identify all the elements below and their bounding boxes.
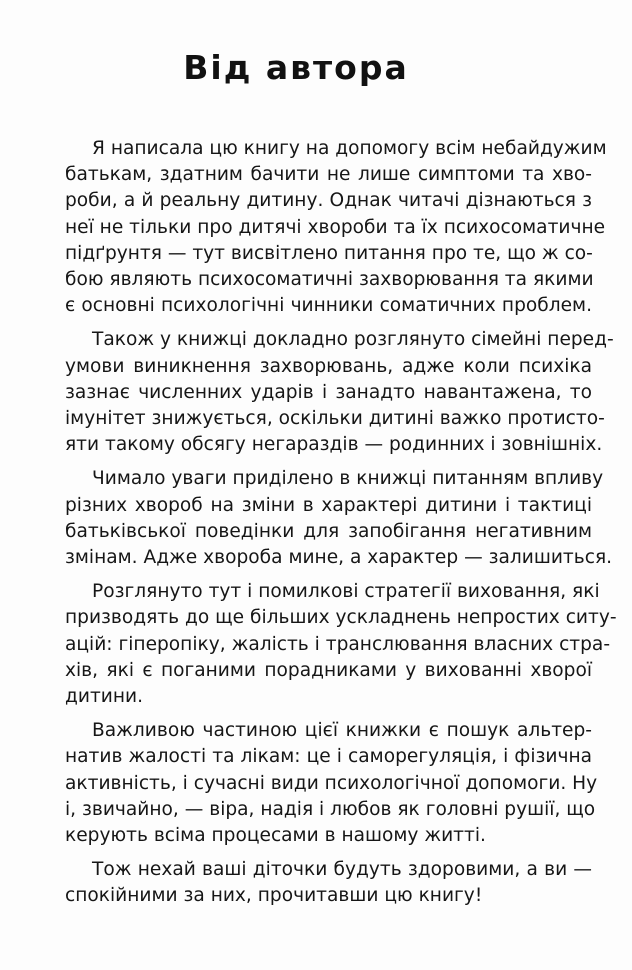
text-line: натив жалості та лікам: це і саморегуляція, і фізична [65,746,592,768]
text-line: Розглянуто тут і помилкові стратегії виховання, які [92,581,600,603]
text-line: батьківської поведінки для запобігання негативним [65,520,592,542]
paragraph-4 [38,579,617,710]
text-line: Чимало уваги приділено в книжці питанням впливу [92,468,604,490]
text-line: Тож нехай ваші діточки будуть здоровими, а ви — [92,859,592,881]
text-line: спокійними за них, прочитавши цю книгу! [65,885,483,907]
text-line: батькам, здатним бачити не лише симптоми та хво- [65,164,592,186]
text-line: і, звичайно, — віра, надія і любов як головні рушії, що [65,798,596,820]
paragraph-3 [38,466,613,571]
text-line: імунітет знижується, оскільки дитині важко протисто- [65,408,605,430]
page-title: Від автора [183,48,409,87]
text-line: яти такому обсягу негараздів — родинних і зовнішніх. [65,434,603,456]
text-line: умови виникнення захворювань, адже коли психіка [65,355,592,377]
text-line: є основні психологічні чинники соматичних проблем. [65,295,592,317]
paragraph-6 [38,857,592,909]
body-text [38,136,617,918]
text-line: Важливою частиною цієї книжки є пошук альтер- [92,720,592,742]
text-line: Я написала цю книгу на допомогу всім небайдужим [92,138,607,159]
text-line: бою являють психосоматичні захворювання та якими [65,269,594,291]
text-line: неї не тільки про дитячі хвороби та їх психосоматичне [65,216,606,238]
text-line: призводять до ще більших ускладнень непростих ситу- [65,607,617,629]
text-line: роби, а й реальну дитину. Однак читачі дізнаються з [65,190,592,212]
text-line: керують всіма процесами в нашому житті. [65,825,486,847]
text-line: підґрунтя — тут висвітлено питання про те, що ж со- [65,242,593,264]
text-line: ацій: гіперопіку, жалість і транслювання власних стра- [65,633,611,655]
text-line: зазнає численних ударів і занадто навантажена, то [65,381,592,403]
text-line: змінам. Адже хвороба мине, а характер — залишиться. [65,547,613,569]
text-line: дитини. [65,686,144,708]
paragraph-5 [38,718,598,849]
paragraph-2 [38,327,614,458]
text-line: різних хвороб на зміни в характері дитини і тактиці [65,494,592,516]
text-line: активність, і сучасні види психологічної допомоги. Ну [65,772,598,794]
text-line: хів, які є поганими порадниками у вихованні хворої [65,659,592,681]
text-line: Також у книжці докладно розглянуто сімейні перед- [92,329,614,351]
paragraph-1 [38,136,607,319]
